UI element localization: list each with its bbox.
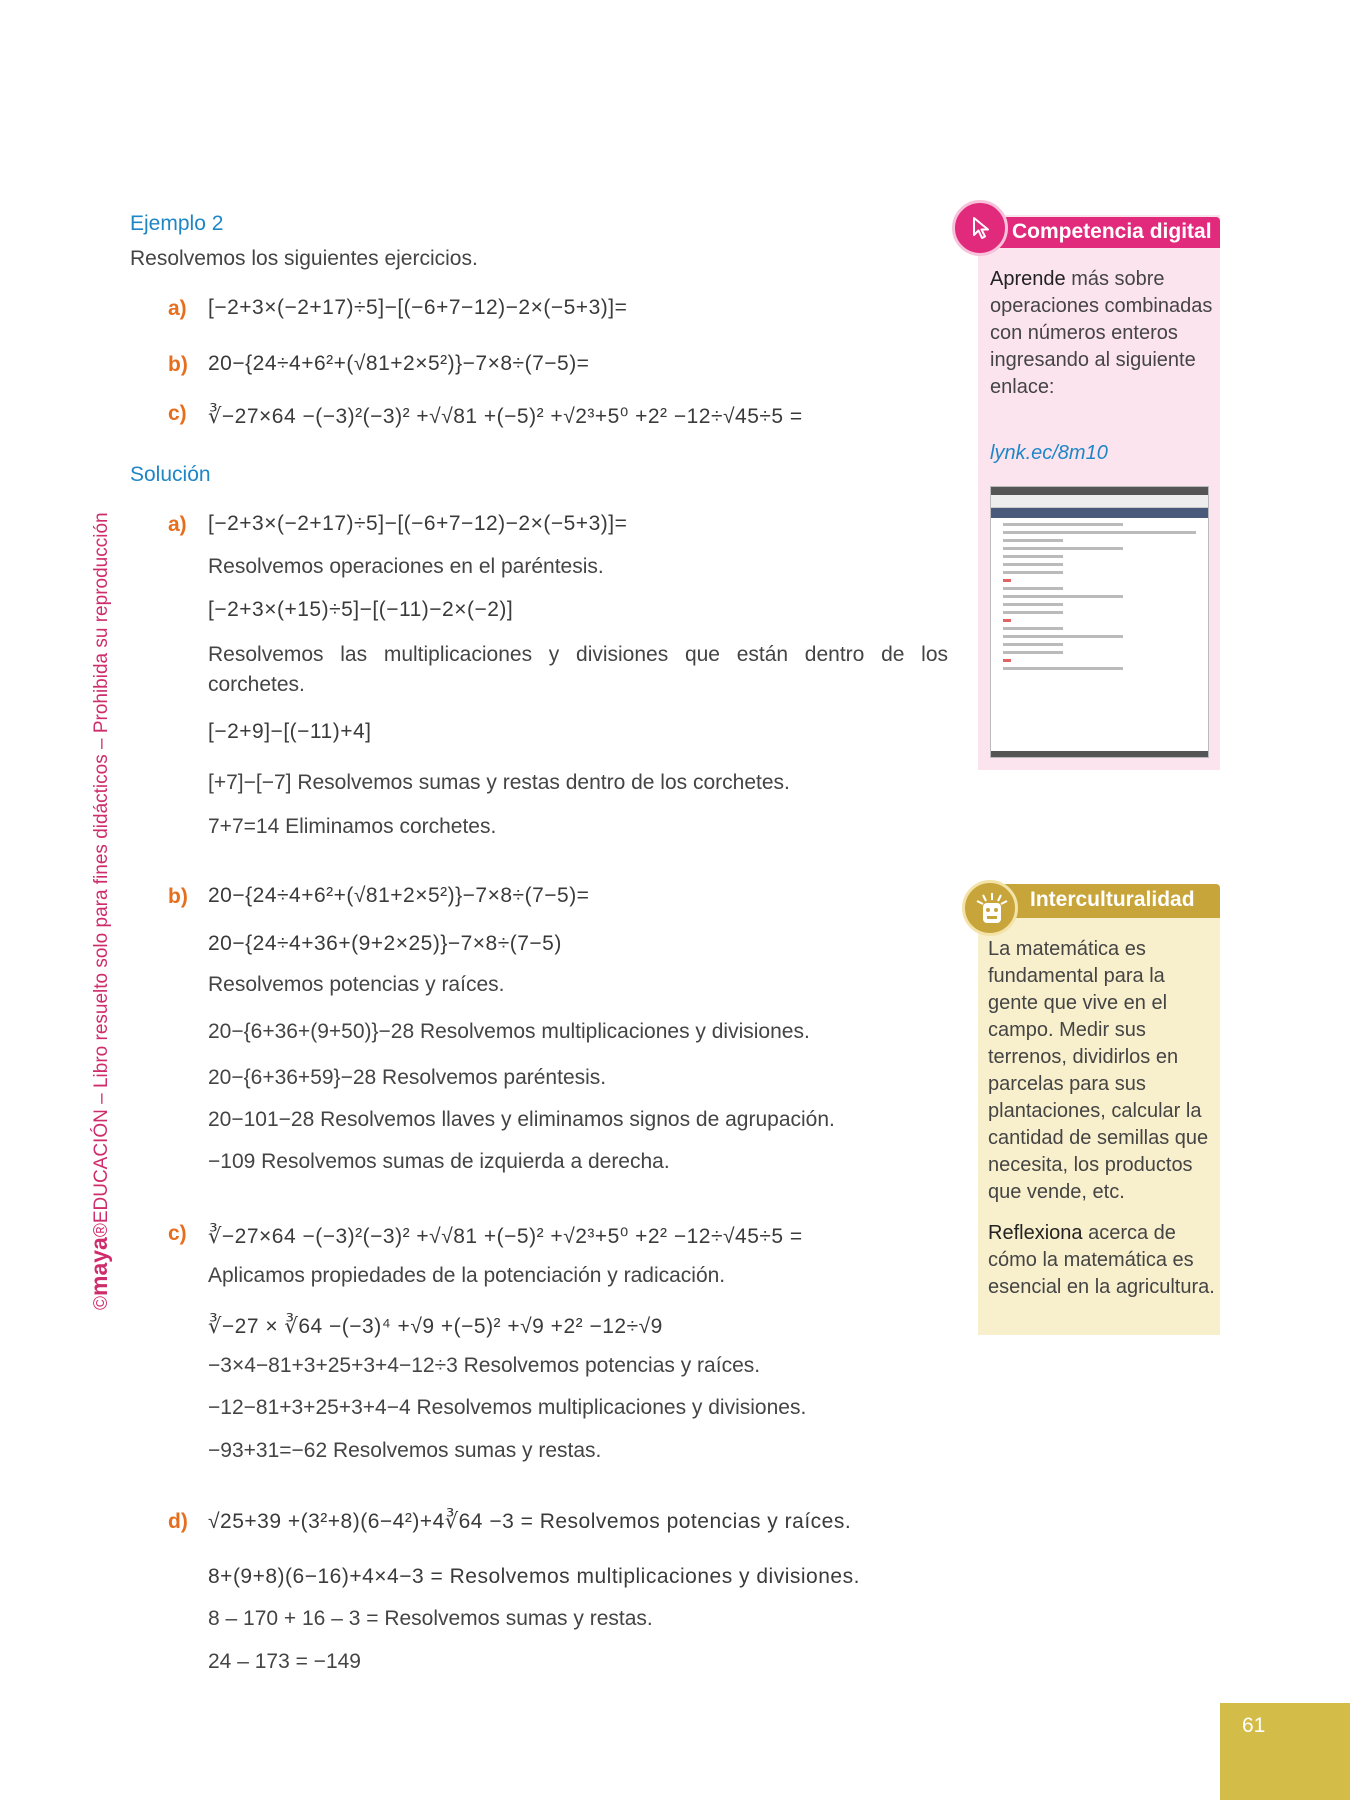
solution-a-step: [+7]−[−7] Resolvemos sumas y restas dentro de los corchetes. <box>208 771 790 794</box>
interculturalidad-title: Interculturalidad <box>1030 888 1195 911</box>
solution-a-step: Resolvemos operaciones en el paréntesis. <box>208 555 604 578</box>
solution-b-step: −109 Resolvemos sumas de izquierda a derecha. <box>208 1150 670 1173</box>
page-number-box <box>1220 1703 1350 1800</box>
exercise-b-expr: 20−{24÷4+6²+(√81+2×5²)}−7×8÷(7−5)= <box>208 352 590 375</box>
solution-d-step: 8 – 170 + 16 – 3 = Resolvemos sumas y restas. <box>208 1607 653 1630</box>
interculturalidad-bold: Reflexiona <box>988 1222 1083 1244</box>
solution-c-step: ∛−27×64 −(−3)²(−3)² +√√81 +(−5)² +√2³+5⁰ +2² −12÷√45÷5 = <box>208 1225 803 1248</box>
solution-a-step: 7+7=14 Eliminamos corchetes. <box>208 815 497 838</box>
solution-a-step: Resolvemos las multiplicaciones y divisiones que están dentro de los corchetes. <box>208 643 948 696</box>
exercise-c-expr: ∛−27×64 −(−3)²(−3)² +√√81 +(−5)² +√2³+5⁰ +2² −12÷√45÷5 = <box>208 405 803 428</box>
solution-a-step: [−2+3×(−2+17)÷5]−[(−6+7−12)−2×(−5+3)]= <box>208 512 628 535</box>
solution-title: Solución <box>130 463 211 486</box>
interculturalidad-body: acerca de cómo la matemática es esencial en la agricultura. <box>988 1222 1215 1298</box>
solution-d-step: 8+(9+8)(6−16)+4×4−3 = Resolvemos multiplicaciones y divisiones. <box>208 1565 860 1588</box>
competencia-digital-bold: Aprende <box>990 268 1066 290</box>
cursor-icon <box>952 200 1008 256</box>
exercise-b-label: b) <box>168 353 188 376</box>
exercise-c-label: c) <box>168 402 187 425</box>
solution-a-label: a) <box>168 513 187 536</box>
solution-b-label: b) <box>168 885 188 908</box>
solution-b-step: Resolvemos potencias y raíces. <box>208 973 505 996</box>
solution-d-step: √25+39 +(3²+8)(6−4²)+4∛64 −3 = Resolvemos potencias y raíces. <box>208 1510 852 1533</box>
interculturalidad-reflection <box>988 1220 1216 1301</box>
example-intro: Resolvemos los siguientes ejercicios. <box>130 247 478 270</box>
solution-c-step: ∛−27 × ∛64 −(−3)⁴ +√9 +(−5)² +√9 +2² −12÷√9 <box>208 1315 663 1338</box>
interculturalidad-header <box>962 880 1220 936</box>
solution-c-step: −12−81+3+25+3+4−4 Resolvemos multiplicaciones y divisiones. <box>208 1396 807 1419</box>
watermark-registered: ® <box>91 1223 112 1238</box>
solution-b-step: 20−{24÷4+36+(9+2×25)}−7×8÷(7−5) <box>208 932 562 955</box>
interculturalidad-text: La matemática es fundamental para la gente que vive en el campo. Medir sus terrenos, dividirlos en parcelas para sus plantaciones, calcular la cantidad de semillas que necesita, los productos que vende, etc. <box>988 938 1209 1203</box>
competencia-digital-title: Competencia digital <box>1012 220 1212 243</box>
page-number: 61 <box>1242 1714 1266 1737</box>
solution-c-step: Aplicamos propiedades de la potenciación y radicación. <box>208 1264 726 1287</box>
solution-b-step: 20−{24÷4+6²+(√81+2×5²)}−7×8÷(7−5)= <box>208 884 590 907</box>
competencia-digital-body: más sobre operaciones combinadas con números enteros ingresando al siguiente enlace: <box>990 268 1213 398</box>
competencia-digital-text <box>990 266 1215 401</box>
solution-c-label: c) <box>168 1222 187 1245</box>
solution-c-step: −93+31=−62 Resolvemos sumas y restas. <box>208 1439 602 1462</box>
solution-a-step: [−2+3×(+15)÷5]−[(−11)−2×(−2)] <box>208 598 514 621</box>
exercise-a-expr: [−2+3×(−2+17)÷5]−[(−6+7−12)−2×(−5+3)]= <box>208 296 628 319</box>
website-screenshot <box>990 486 1209 758</box>
example-title: Ejemplo 2 <box>130 212 224 235</box>
solution-d-label: d) <box>168 1510 188 1533</box>
watermark-text: EDUCACIÓN – Libro resuelto solo para fines didácticos – Prohibida su reproducción <box>91 512 112 1224</box>
competencia-digital-header <box>952 200 1220 248</box>
culture-mask-icon <box>962 880 1018 936</box>
solution-c-step: −3×4−81+3+25+3+4−12÷3 Resolvemos potencias y raíces. <box>208 1354 761 1377</box>
watermark-brand: maya <box>86 1237 112 1296</box>
solution-d-step: 24 – 173 = −149 <box>208 1650 361 1673</box>
solution-b-step: 20−101−28 Resolvemos llaves y eliminamos signos de agrupación. <box>208 1108 835 1131</box>
solution-b-step: 20−{6+36+(9+50)}−28 Resolvemos multiplicaciones y divisiones. <box>208 1020 810 1043</box>
solution-a-step: [−2+9]−[(−11)+4] <box>208 720 372 743</box>
exercise-a-label: a) <box>168 297 187 320</box>
competencia-digital-link[interactable]: lynk.ec/8m10 <box>990 442 1108 464</box>
watermark-copyright: © <box>91 1296 112 1310</box>
side-watermark <box>86 512 113 1310</box>
solution-b-step: 20−{6+36+59}−28 Resolvemos paréntesis. <box>208 1066 607 1089</box>
